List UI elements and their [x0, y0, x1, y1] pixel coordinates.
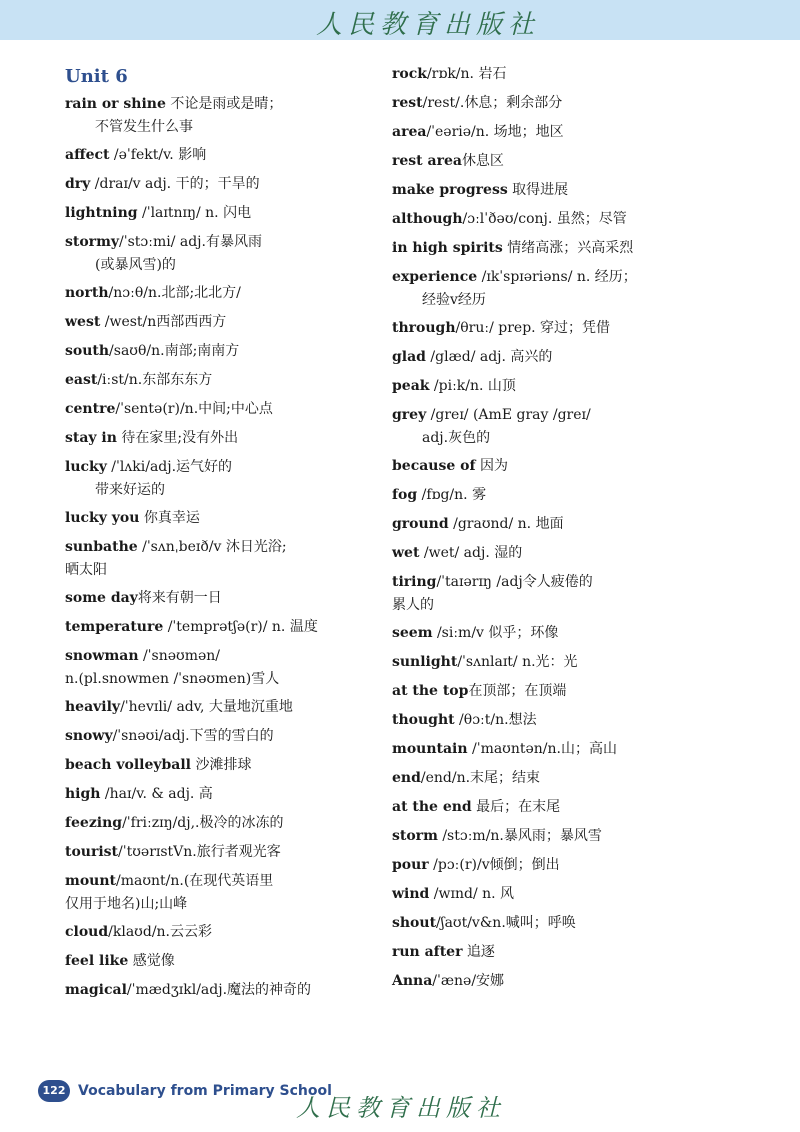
vocab-entry: [65, 92, 365, 138]
vocab-definition: /stɔːm/n.暴风雨；暴风雪: [437, 828, 602, 844]
vocab-word: snowman: [65, 648, 139, 664]
vocab-definition: /ˈfriːzɪŋ/dj,.极冷的冰冻的: [122, 815, 284, 831]
vocab-definition-continued: (或暴风雪)的: [95, 257, 176, 273]
vocab-definition: /ʃaʊt/v&n.喊叫；呼唤: [436, 915, 576, 931]
vocab-definition: /ˈtemprətʃə(r)/ n. 温度: [163, 619, 318, 635]
vocab-word: wet: [392, 545, 420, 561]
vocab-entry: [392, 708, 712, 732]
vocab-word: magical: [65, 982, 127, 998]
vocab-word: experience: [392, 269, 478, 285]
vocab-definition: /ˈsnəʊmən/: [138, 648, 220, 664]
vocab-definition: 休息区: [461, 153, 504, 169]
vocab-entry: [65, 310, 365, 334]
vocab-word: heavily: [65, 699, 121, 715]
unit-title: Unit 6: [65, 66, 128, 87]
vocab-word: lucky you: [65, 510, 140, 526]
vocab-entry: [65, 644, 365, 690]
vocab-list-right: [392, 62, 712, 993]
vocab-word: in high spirits: [392, 240, 503, 256]
vocab-definition: 在顶部；在顶端: [468, 683, 567, 699]
vocab-definition-continued: 经验v经历: [422, 292, 486, 308]
vocab-entry: [392, 120, 712, 144]
vocab-entry: [65, 920, 365, 944]
vocab-entry: [65, 506, 365, 530]
vocab-entry: [392, 679, 712, 703]
vocab-entry: [65, 724, 365, 748]
header-band: [0, 0, 800, 40]
vocab-word: rest area: [392, 153, 462, 169]
vocab-word: although: [392, 211, 463, 227]
footer-publisher-logo: 人民教育出版社: [296, 1094, 506, 1122]
vocab-word: east: [65, 372, 98, 388]
vocab-definition: /pɔː(r)/v倾倒；倒出: [428, 857, 560, 873]
vocab-word: seem: [392, 625, 433, 641]
vocab-definition: 你真幸运: [139, 510, 200, 526]
vocab-definition: /maʊnt/n.(在现代英语里: [115, 873, 274, 889]
vocab-word: Anna: [392, 973, 433, 989]
vocab-definition: /ˈtaɪərɪŋ /adj令人疲倦的: [436, 574, 593, 590]
vocab-definition: /klaʊd/n.云云彩: [108, 924, 213, 940]
vocab-word: thought: [392, 712, 455, 728]
vocab-entry: [65, 339, 365, 363]
vocab-definition: /ˈtʊərɪstVn.旅行者观光客: [118, 844, 281, 860]
vocab-entry: [392, 483, 712, 507]
vocab-definition: /ɪkˈspɪəriəns/ n. 经历；: [477, 269, 637, 285]
vocab-definition: /nɔːθ/n.北部;北北方/: [108, 285, 241, 301]
vocab-entry: [392, 374, 712, 398]
vocab-word: some day: [65, 590, 138, 606]
vocab-definition: /ˈstɔːmi/ adj.有暴风雨: [119, 234, 262, 250]
vocab-word: south: [65, 343, 110, 359]
vocab-list-left: [65, 92, 365, 1002]
vocab-definition: /piːk/n. 山顶: [429, 378, 516, 394]
vocab-word: because of: [392, 458, 476, 474]
vocab-entry: [65, 615, 365, 639]
vocab-definition: 将来有朝一日: [137, 590, 222, 606]
vocab-word: beach volleyball: [65, 757, 191, 773]
vocab-entry: [65, 426, 365, 450]
vocab-definition: /θruː/ prep. 穿过；凭借: [455, 320, 611, 336]
vocab-word: sunbathe: [65, 539, 138, 555]
vocab-definition: /haɪ/v. & adj. 高: [100, 786, 213, 802]
vocab-word: grey: [392, 407, 427, 423]
vocab-definition: 因为: [475, 458, 508, 474]
vocab-entry: [65, 695, 365, 719]
vocab-definition-continued: 不管发生什么事: [95, 119, 193, 135]
vocab-entry: [392, 882, 712, 906]
vocab-definition: /ˈsentə(r)/n.中间;中心点: [115, 401, 273, 417]
left-column: [65, 62, 365, 1007]
vocab-definition: 最后；在末尾: [471, 799, 561, 815]
vocab-entry: [65, 978, 365, 1002]
vocab-definition: /iːst/n.东部东东方: [97, 372, 213, 388]
vocab-definition: /ˈsnəʊi/adj.下雪的雪白的: [112, 728, 274, 744]
vocab-definition: /wɪnd/ n. 风: [429, 886, 515, 902]
vocab-entry: [65, 840, 365, 864]
vocab-entry: [65, 368, 365, 392]
vocab-entry: [392, 541, 712, 565]
vocab-word: shout: [392, 915, 437, 931]
vocab-entry: [65, 281, 365, 305]
vocab-definition-continued: 累人的: [392, 597, 434, 613]
vocab-definition: 取得进展: [507, 182, 569, 198]
vocab-entry: [392, 345, 712, 369]
vocab-entry: [65, 949, 365, 973]
vocab-entry: [392, 316, 712, 340]
vocab-word: stormy: [65, 234, 120, 250]
vocab-entry: [65, 143, 365, 167]
vocab-definition: /end/n.末尾；结束: [420, 770, 541, 786]
vocab-word: run after: [392, 944, 463, 960]
vocab-definition: 不论是雨或是晴；: [165, 96, 283, 112]
vocab-word: mountain: [392, 741, 468, 757]
vocab-entry: [392, 911, 712, 935]
vocab-definition: /θɔːt/n.想法: [454, 712, 537, 728]
vocab-word: snowy: [65, 728, 113, 744]
vocab-definition: 沙滩排球: [191, 757, 252, 773]
vocab-definition: /greɪ/ (AmE gray /greɪ/: [426, 407, 591, 423]
vocab-definition: 感觉像: [128, 953, 175, 969]
vocab-word: rain or shine: [65, 96, 166, 112]
vocab-word: north: [65, 285, 109, 301]
vocab-definition: /ˈmædʒɪkl/adj.魔法的神奇的: [126, 982, 312, 998]
vocab-word: affect: [65, 147, 110, 163]
vocab-definition: /ˈsʌnlaɪt/ n.光：光: [457, 654, 578, 670]
vocab-word: lucky: [65, 459, 107, 475]
vocab-definition: /ˈlaɪtnɪŋ/ n. 闪电: [137, 205, 252, 221]
vocab-word: pour: [392, 857, 429, 873]
vocab-word: mount: [65, 873, 116, 889]
vocab-definition: /saʊθ/n.南部;南南方: [109, 343, 240, 359]
vocab-entry: [392, 940, 712, 964]
vocab-entry: [392, 149, 712, 173]
vocab-word: stay in: [65, 430, 117, 446]
footer-title: Vocabulary from Primary School: [78, 1083, 332, 1099]
vocab-word: cloud: [65, 924, 109, 940]
vocab-word: make progress: [392, 182, 508, 198]
vocab-entry: [65, 397, 365, 421]
vocab-word: through: [392, 320, 456, 336]
vocab-entry: [392, 650, 712, 674]
vocab-entry: [392, 454, 712, 478]
vocab-definition: /ˈmaʊntən/n.山；高山: [467, 741, 617, 757]
vocab-word: temperature: [65, 619, 164, 635]
vocab-definition: 情绪高涨；兴高采烈: [502, 240, 634, 256]
vocab-word: high: [65, 786, 101, 802]
vocab-word: dry: [65, 176, 91, 192]
vocab-entry: [65, 172, 365, 196]
vocab-word: ground: [392, 516, 449, 532]
vocab-entry: [392, 91, 712, 115]
vocab-word: west: [65, 314, 101, 330]
vocab-definition: /ɔːlˈðəʊ/conj. 虽然；尽管: [462, 211, 627, 227]
vocab-word: lightning: [65, 205, 138, 221]
vocab-entry: [392, 969, 712, 993]
vocab-definition: /siːm/v 似乎；环像: [432, 625, 559, 641]
vocab-definition: /wet/ adj. 湿的: [419, 545, 523, 561]
vocab-entry: [392, 795, 712, 819]
vocab-definition: /ˈhevɪli/ adv, 大量地沉重地: [120, 699, 293, 715]
vocab-word: peak: [392, 378, 430, 394]
page-number-badge: 122: [38, 1080, 70, 1102]
vocab-word: sunlight: [392, 654, 458, 670]
vocab-word: tourist: [65, 844, 119, 860]
vocab-entry: [392, 824, 712, 848]
vocab-entry: [392, 570, 712, 616]
vocab-entry: [392, 853, 712, 877]
vocab-definition: /draɪ/v adj. 干的；干旱的: [90, 176, 260, 192]
vocab-entry: [65, 201, 365, 225]
vocab-definition-continued: 晒太阳: [65, 562, 107, 578]
vocab-definition-continued: n.(pl.snowmen /ˈsnəʊmen)雪人: [65, 671, 280, 687]
vocab-definition: /west/n西部西西方: [100, 314, 227, 330]
vocab-entry: [65, 535, 365, 581]
vocab-definition: /ˈeəriə/n. 场地；地区: [426, 124, 564, 140]
vocab-word: centre: [65, 401, 116, 417]
vocab-entry: [65, 869, 365, 915]
vocab-definition-continued: 带来好运的: [95, 482, 165, 498]
vocab-entry: [392, 766, 712, 790]
vocab-word: feezing: [65, 815, 123, 831]
vocab-entry: [65, 230, 365, 276]
vocab-word: wind: [392, 886, 430, 902]
vocab-word: area: [392, 124, 427, 140]
vocab-entry: [65, 753, 365, 777]
vocab-word: storm: [392, 828, 438, 844]
vocab-definition-continued: 仅用于地名)山;山峰: [65, 896, 188, 912]
vocab-entry: [392, 236, 712, 260]
vocab-entry: [65, 586, 365, 610]
vocab-definition: /rest/.休息；剩余部分: [422, 95, 563, 111]
vocab-entry: [392, 62, 712, 86]
vocab-entry: [392, 737, 712, 761]
vocab-definition: /ˈænə/安娜: [432, 973, 505, 989]
vocab-definition: 追逐: [462, 944, 495, 960]
vocab-word: glad: [392, 349, 426, 365]
vocab-definition: 待在家里;没有外出: [116, 430, 239, 446]
vocab-word: at the end: [392, 799, 472, 815]
publisher-logo: 人民教育出版社: [315, 10, 540, 40]
vocab-entry: [392, 403, 712, 449]
vocab-entry: [65, 782, 365, 806]
vocab-word: rest: [392, 95, 423, 111]
vocab-word: fog: [392, 487, 418, 503]
vocab-entry: [65, 811, 365, 835]
vocab-entry: [65, 455, 365, 501]
vocab-word: at the top: [392, 683, 469, 699]
vocab-entry: [392, 512, 712, 536]
vocab-word: tiring: [392, 574, 437, 590]
vocab-definition: /glæd/ adj. 高兴的: [425, 349, 553, 365]
vocab-entry: [392, 621, 712, 645]
vocab-entry: [392, 265, 712, 311]
vocab-definition: /əˈfekt/v. 影响: [109, 147, 207, 163]
vocab-definition: /ˈlʌki/adj.运气好的: [106, 459, 233, 475]
vocab-definition: /rɒk/n. 岩石: [426, 66, 507, 82]
vocab-word: feel like: [65, 953, 129, 969]
vocab-definition: /graʊnd/ n. 地面: [448, 516, 564, 532]
vocab-entry: [392, 207, 712, 231]
vocab-definition-continued: adj.灰色的: [422, 430, 491, 446]
vocab-entry: [392, 178, 712, 202]
vocab-word: end: [392, 770, 421, 786]
vocab-definition: /ˈsʌnˌbeɪð/v 沐日光浴;: [137, 539, 287, 555]
vocab-word: rock: [392, 66, 427, 82]
vocab-definition: /fɒg/n. 雾: [417, 487, 487, 503]
right-column: [392, 62, 712, 998]
